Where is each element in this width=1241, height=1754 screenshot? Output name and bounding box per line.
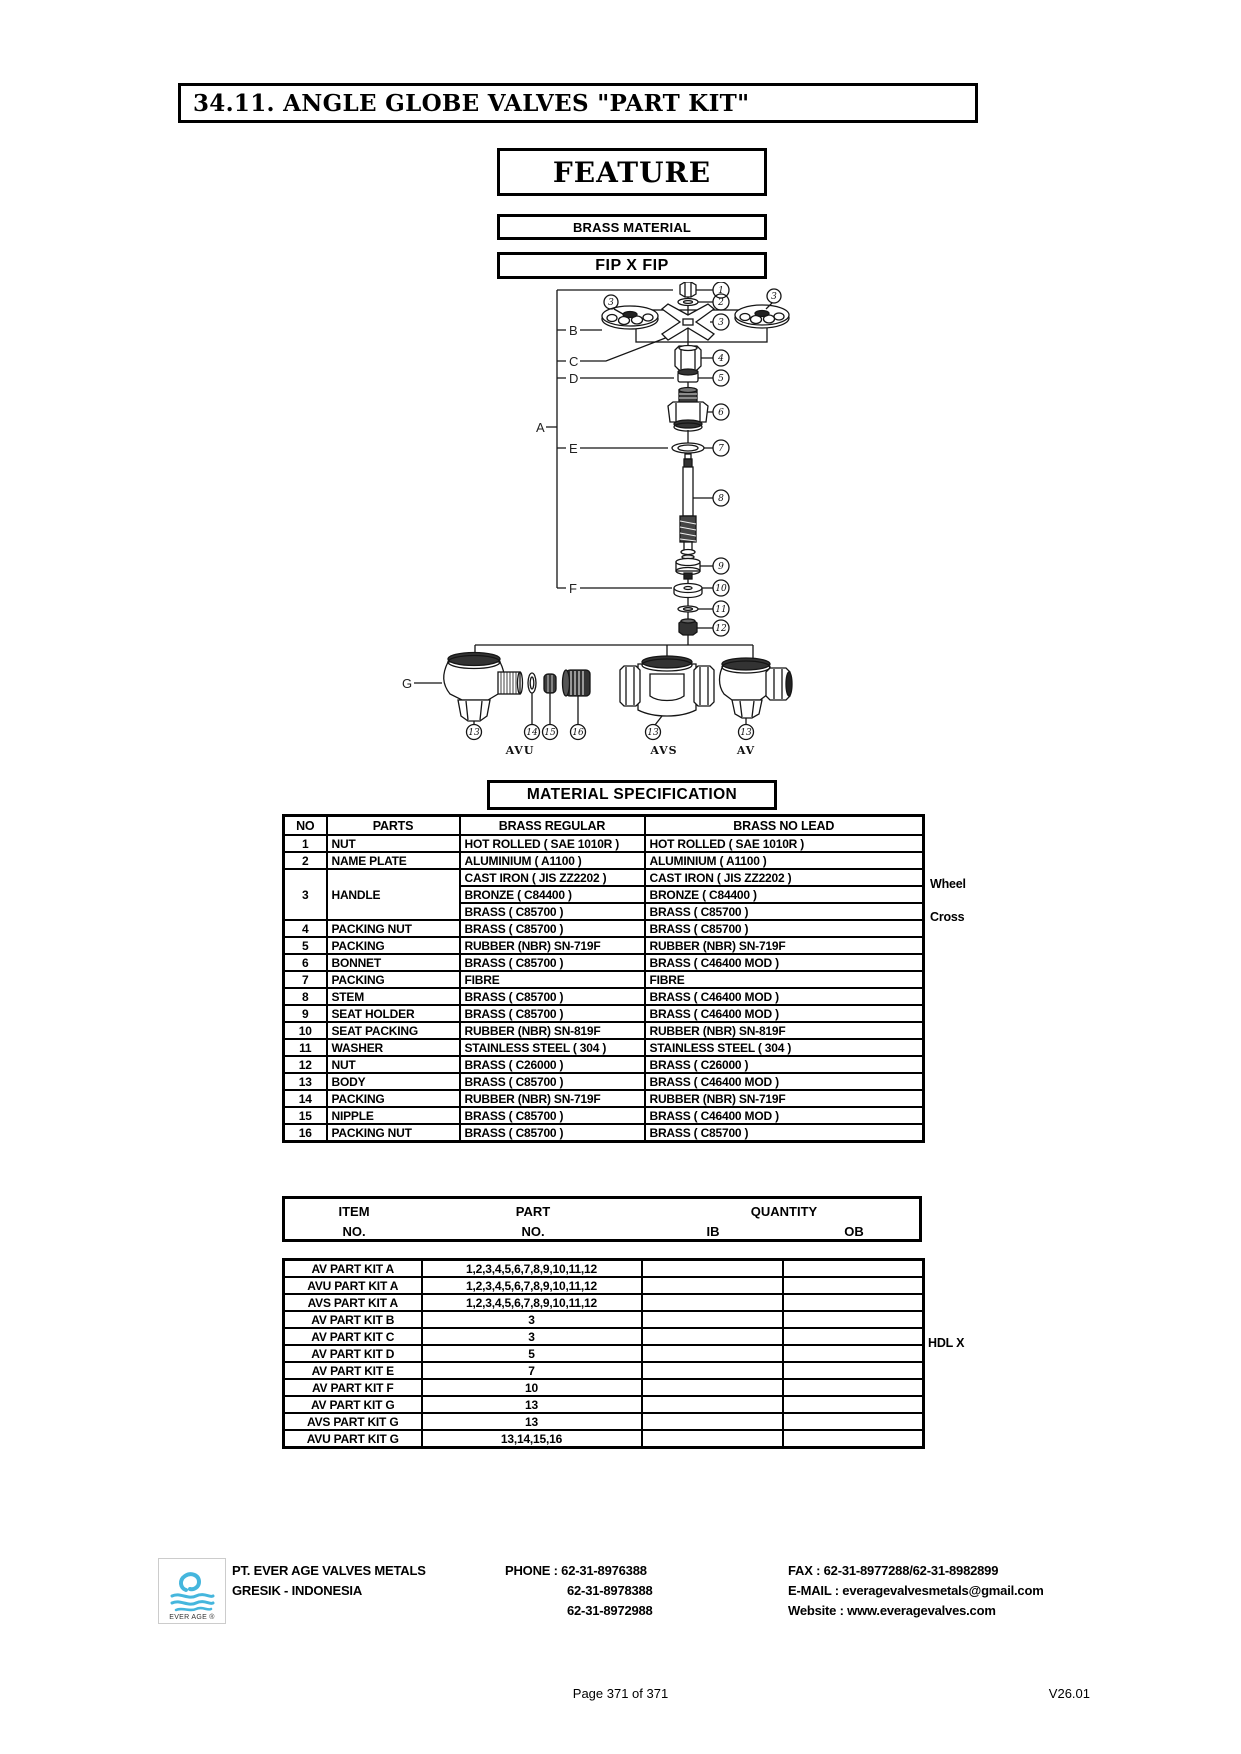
kit-cell: 1,2,3,4,5,6,7,8,9,10,11,12: [422, 1277, 642, 1294]
kit-cell: [783, 1379, 924, 1396]
kit-cell: 3: [422, 1311, 642, 1328]
logo-caption: EVER AGE ®: [169, 1614, 215, 1621]
wheel-annotation: Wheel: [930, 877, 966, 891]
material-table-row: [284, 988, 924, 1005]
part-washer-lower: [678, 606, 698, 612]
page-title-text: 34.11. ANGLE GLOBE VALVES "PART KIT": [193, 89, 750, 117]
exploded-valve-diagram: [380, 282, 810, 767]
group-label-f: F: [569, 581, 577, 596]
material-cell: WASHER: [327, 1039, 460, 1056]
callout-5: [713, 370, 729, 386]
svg-text:8: 8: [718, 494, 724, 504]
material-table-row: [284, 1090, 924, 1107]
kit-cell: [783, 1345, 924, 1362]
brass-material-banner: BRASS MATERIAL: [497, 214, 767, 240]
material-cell: PACKING NUT: [327, 920, 460, 937]
body-callout-13-avs: [646, 725, 661, 740]
part-packing-upper: [678, 369, 698, 382]
material-cell: FIBRE: [645, 971, 924, 988]
part-bonnet: [668, 388, 708, 432]
part-seat-holder: [676, 559, 700, 580]
material-table-row: [284, 920, 924, 937]
callout-4: [713, 350, 729, 366]
material-cell: BRASS ( C46400 MOD ): [645, 1107, 924, 1124]
svg-text:3: 3: [718, 318, 724, 328]
callout-3-right: [767, 289, 781, 303]
kit-cell: [642, 1362, 783, 1379]
cross-annotation: Cross: [930, 910, 965, 924]
kit-cell: [783, 1396, 924, 1413]
kit-cell: [642, 1311, 783, 1328]
kit-header-part-no: NO.: [521, 1224, 545, 1239]
kit-table-row: [284, 1379, 924, 1396]
col-header-brass-regular: BRASS REGULAR: [460, 816, 645, 836]
material-cell: BRASS ( C85700 ): [460, 920, 645, 937]
material-cell: 14: [284, 1090, 327, 1107]
kit-cell: [783, 1260, 924, 1278]
material-cell: NUT: [327, 1056, 460, 1073]
material-cell: BRASS ( C85700 ): [460, 954, 645, 971]
model-label-avs: AVS: [650, 744, 678, 757]
page-number: Page 371 of 371: [572, 1686, 669, 1701]
feature-banner: FEATURE: [497, 148, 767, 196]
svg-text:1: 1: [718, 286, 724, 296]
website-line: Website : www.everagevalves.com: [788, 1603, 996, 1618]
material-cell: 16: [284, 1124, 327, 1142]
material-cell: NAME PLATE: [327, 852, 460, 869]
material-table-row: [284, 1056, 924, 1073]
material-cell: BRASS ( C85700 ): [460, 903, 645, 920]
kit-table-row: [284, 1430, 924, 1448]
group-label-b: B: [569, 323, 578, 338]
body-callout-14: [525, 725, 540, 740]
material-cell: ALUMINIUM ( A1100 ): [645, 852, 924, 869]
material-cell: BRASS ( C46400 MOD ): [645, 1073, 924, 1090]
valve-body-avs: [620, 656, 714, 725]
diagram-group-bracket: [536, 290, 674, 596]
kit-header-part: PART: [515, 1204, 551, 1219]
kit-table-row: [284, 1294, 924, 1311]
kit-cell: [783, 1328, 924, 1345]
group-label-d: D: [569, 371, 579, 386]
part-stem: [680, 454, 696, 559]
group-label-c: C: [569, 354, 579, 369]
material-cell: BRASS ( C85700 ): [645, 903, 924, 920]
material-cell: 4: [284, 920, 327, 937]
callout-11: [713, 601, 729, 617]
kit-header-ib: IB: [706, 1224, 720, 1239]
material-cell: RUBBER (NBR) SN-819F: [645, 1022, 924, 1039]
material-table-row: [284, 1124, 924, 1142]
kit-cell: AV PART KIT D: [284, 1345, 422, 1362]
material-cell: 5: [284, 937, 327, 954]
kit-cell: [783, 1277, 924, 1294]
kit-cell: [642, 1277, 783, 1294]
svg-text:15: 15: [544, 728, 556, 738]
material-cell: NUT: [327, 835, 460, 852]
part-nipple: [544, 674, 556, 693]
material-cell: BRASS ( C85700 ): [460, 1107, 645, 1124]
material-cell: PACKING: [327, 1090, 460, 1107]
kit-cell: 13,14,15,16: [422, 1430, 642, 1448]
group-label-g: G: [402, 676, 413, 691]
svg-text:2: 2: [718, 298, 724, 308]
col-header-parts: PARTS: [327, 816, 460, 836]
material-cell: BRASS ( C46400 MOD ): [645, 1005, 924, 1022]
material-cell: 3: [284, 869, 327, 920]
phone-line-2: 62-31-8978388: [567, 1583, 653, 1598]
part-nut-lower: [679, 619, 697, 635]
group-label-g-wrap: [402, 676, 442, 691]
kit-cell: AVU PART KIT A: [284, 1277, 422, 1294]
svg-text:13: 13: [740, 728, 752, 738]
email-line: E-MAIL : everagevalvesmetals@gmail.com: [788, 1583, 1044, 1598]
material-cell: BONNET: [327, 954, 460, 971]
kit-cell: [783, 1362, 924, 1379]
svg-text:12: 12: [715, 624, 727, 634]
kit-cell: [642, 1379, 783, 1396]
svg-text:5: 5: [718, 374, 724, 384]
kit-cell: [642, 1345, 783, 1362]
company-name: PT. EVER AGE VALVES METALS: [232, 1563, 426, 1578]
part-packing-fibre: [672, 443, 704, 453]
callout-6: [713, 404, 729, 420]
material-cell: 6: [284, 954, 327, 971]
callout-7: [713, 440, 729, 456]
model-label-av: AV: [736, 744, 756, 757]
page-title: [178, 83, 978, 123]
material-cell: BRASS ( C46400 MOD ): [645, 988, 924, 1005]
material-cell: PACKING NUT: [327, 1124, 460, 1142]
svg-text:4: 4: [718, 354, 724, 364]
material-table-row: [284, 835, 924, 852]
group-label-a: A: [536, 420, 545, 435]
group-label-e: E: [569, 441, 578, 456]
svg-text:13: 13: [647, 728, 659, 738]
material-table-row: [284, 1005, 924, 1022]
material-cell: HOT ROLLED ( SAE 1010R ): [460, 835, 645, 852]
kit-cell: [783, 1294, 924, 1311]
part-body-packing: [528, 673, 536, 693]
fip-x-fip-banner: FIP X FIP: [497, 252, 767, 279]
svg-text:10: 10: [715, 584, 727, 594]
material-cell: 11: [284, 1039, 327, 1056]
part-packing-nut: [675, 346, 701, 371]
material-cell: CAST IRON ( JIS ZZ2202 ): [460, 869, 645, 886]
svg-text:16: 16: [572, 728, 584, 738]
part-union-packing-nut: [563, 670, 591, 696]
kit-cell: 13: [422, 1413, 642, 1430]
kit-table-header: [282, 1196, 922, 1242]
kit-cell: 7: [422, 1362, 642, 1379]
material-cell: 1: [284, 835, 327, 852]
material-cell: 8: [284, 988, 327, 1005]
material-table-row: [284, 1107, 924, 1124]
kit-header-item: ITEM: [338, 1204, 370, 1219]
kit-cell: [642, 1294, 783, 1311]
body-callout-15: [543, 725, 558, 740]
material-cell: BRASS ( C85700 ): [460, 1005, 645, 1022]
material-table-row: [284, 1039, 924, 1056]
svg-text:7: 7: [718, 444, 724, 454]
phone-line-3: 62-31-8972988: [567, 1603, 653, 1618]
kit-table-row: [284, 1345, 924, 1362]
material-cell: 12: [284, 1056, 327, 1073]
kit-table-row: [284, 1277, 924, 1294]
part-handle-wheel-right: [735, 305, 789, 328]
material-cell: RUBBER (NBR) SN-819F: [460, 1022, 645, 1039]
material-cell: RUBBER (NBR) SN-719F: [460, 1090, 645, 1107]
material-cell: BRASS ( C26000 ): [460, 1056, 645, 1073]
callout-3-left: [604, 295, 618, 309]
kit-cell: AV PART KIT F: [284, 1379, 422, 1396]
kit-table-row: [284, 1413, 924, 1430]
svg-text:6: 6: [718, 408, 724, 418]
everage-logo-icon: [166, 1568, 218, 1614]
kit-cell: [783, 1413, 924, 1430]
material-specification-banner: MATERIAL SPECIFICATION: [487, 780, 777, 810]
material-table-row: [284, 971, 924, 988]
material-cell: PACKING: [327, 971, 460, 988]
kit-cell: [642, 1260, 783, 1278]
material-cell: CAST IRON ( JIS ZZ2202 ): [645, 869, 924, 886]
material-cell: ALUMINIUM ( A1100 ): [460, 852, 645, 869]
material-cell: BRASS ( C85700 ): [460, 988, 645, 1005]
kit-header-quantity: QUANTITY: [750, 1204, 818, 1219]
kit-cell: 5: [422, 1345, 642, 1362]
material-cell: BRONZE ( C84400 ): [460, 886, 645, 903]
kit-cell: 13: [422, 1396, 642, 1413]
kit-cell: AV PART KIT A: [284, 1260, 422, 1278]
material-cell: 15: [284, 1107, 327, 1124]
kit-table-row: [284, 1362, 924, 1379]
material-cell: RUBBER (NBR) SN-719F: [645, 1090, 924, 1107]
material-cell: RUBBER (NBR) SN-719F: [460, 937, 645, 954]
svg-text:11: 11: [715, 605, 727, 615]
material-cell: BODY: [327, 1073, 460, 1090]
material-cell: BRASS ( C85700 ): [645, 920, 924, 937]
material-cell: PACKING: [327, 937, 460, 954]
kit-cell: AV PART KIT B: [284, 1311, 422, 1328]
kit-table-row: [284, 1328, 924, 1345]
material-cell: SEAT HOLDER: [327, 1005, 460, 1022]
kit-cell: [642, 1396, 783, 1413]
material-cell: 2: [284, 852, 327, 869]
phone-line-1: PHONE : 62-31-8976388: [505, 1563, 647, 1578]
material-specification-table: [282, 814, 925, 1143]
part-nut-top: [680, 282, 696, 297]
body-callout-13-avu: [467, 725, 482, 740]
material-table-row: [284, 869, 924, 886]
model-label-avu: AVU: [505, 744, 535, 757]
material-cell: NIPPLE: [327, 1107, 460, 1124]
body-callout-16: [571, 725, 586, 740]
kit-cell: AV PART KIT G: [284, 1396, 422, 1413]
material-table-row: [284, 852, 924, 869]
kit-header-item-no: NO.: [342, 1224, 366, 1239]
body-connector-line: [475, 645, 753, 659]
kit-cell: AVS PART KIT G: [284, 1413, 422, 1430]
kit-cell: AV PART KIT C: [284, 1328, 422, 1345]
material-table-row: [284, 954, 924, 971]
kit-cell: AVS PART KIT A: [284, 1294, 422, 1311]
kit-cell: [642, 1430, 783, 1448]
hdl-x-annotation: HDL X: [928, 1336, 965, 1350]
material-cell: RUBBER (NBR) SN-719F: [645, 937, 924, 954]
material-cell: 10: [284, 1022, 327, 1039]
callout-12: [713, 620, 729, 636]
material-cell: BRASS ( C26000 ): [645, 1056, 924, 1073]
svg-text:9: 9: [718, 562, 724, 572]
svg-text:3: 3: [771, 292, 777, 302]
kit-cell: AV PART KIT E: [284, 1362, 422, 1379]
body-callout-13-av: [739, 725, 754, 740]
kit-cell: [642, 1328, 783, 1345]
material-cell: STAINLESS STEEL ( 304 ): [645, 1039, 924, 1056]
material-cell: 9: [284, 1005, 327, 1022]
part-seat-packing: [674, 584, 702, 598]
callout-8: [713, 490, 729, 506]
kit-table-row: [284, 1311, 924, 1328]
material-cell: STEM: [327, 988, 460, 1005]
kit-table-body: [284, 1260, 924, 1448]
svg-text:14: 14: [526, 728, 538, 738]
valve-body-avu: [444, 653, 578, 725]
part-kit-table: [282, 1258, 925, 1449]
kit-table-row: [284, 1260, 924, 1278]
col-header-no: NO: [284, 816, 327, 836]
kit-cell: 3: [422, 1328, 642, 1345]
callout-2: [713, 294, 729, 310]
material-table-header-row: [284, 816, 924, 836]
material-table-row: [284, 1073, 924, 1090]
svg-text:13: 13: [468, 728, 480, 738]
material-cell: HOT ROLLED ( SAE 1010R ): [645, 835, 924, 852]
svg-text:3: 3: [608, 298, 614, 308]
kit-cell: 10: [422, 1379, 642, 1396]
company-logo: [158, 1558, 226, 1624]
version-number: V26.01: [1048, 1686, 1090, 1701]
material-table-row: [284, 937, 924, 954]
material-cell: FIBRE: [460, 971, 645, 988]
kit-cell: [642, 1413, 783, 1430]
kit-cell: 1,2,3,4,5,6,7,8,9,10,11,12: [422, 1260, 642, 1278]
kit-table-row: [284, 1396, 924, 1413]
kit-cell: 1,2,3,4,5,6,7,8,9,10,11,12: [422, 1294, 642, 1311]
company-city: GRESIK - INDONESIA: [232, 1583, 363, 1598]
material-cell: HANDLE: [327, 869, 460, 920]
material-cell: 7: [284, 971, 327, 988]
callout-3: [713, 314, 729, 330]
material-cell: BRASS ( C85700 ): [645, 1124, 924, 1142]
material-cell: SEAT PACKING: [327, 1022, 460, 1039]
kit-cell: [783, 1430, 924, 1448]
valve-body-av: [720, 658, 793, 724]
callout-9: [713, 558, 729, 574]
kit-cell: AVU PART KIT G: [284, 1430, 422, 1448]
callout-10: [713, 580, 729, 596]
kit-header-ob: OB: [844, 1224, 864, 1239]
material-table-body: [284, 835, 924, 1142]
callout-leader-lines: [693, 290, 713, 628]
material-table-row: [284, 1022, 924, 1039]
material-cell: STAINLESS STEEL ( 304 ): [460, 1039, 645, 1056]
material-cell: BRASS ( C85700 ): [460, 1124, 645, 1142]
material-cell: BRASS ( C85700 ): [460, 1073, 645, 1090]
material-cell: 13: [284, 1073, 327, 1090]
kit-cell: [783, 1311, 924, 1328]
fax-line: FAX : 62-31-8977288/62-31-8982899: [788, 1563, 999, 1578]
material-cell: BRONZE ( C84400 ): [645, 886, 924, 903]
part-washer-top: [678, 299, 698, 306]
material-cell: BRASS ( C46400 MOD ): [645, 954, 924, 971]
col-header-brass-no-lead: BRASS NO LEAD: [645, 816, 924, 836]
